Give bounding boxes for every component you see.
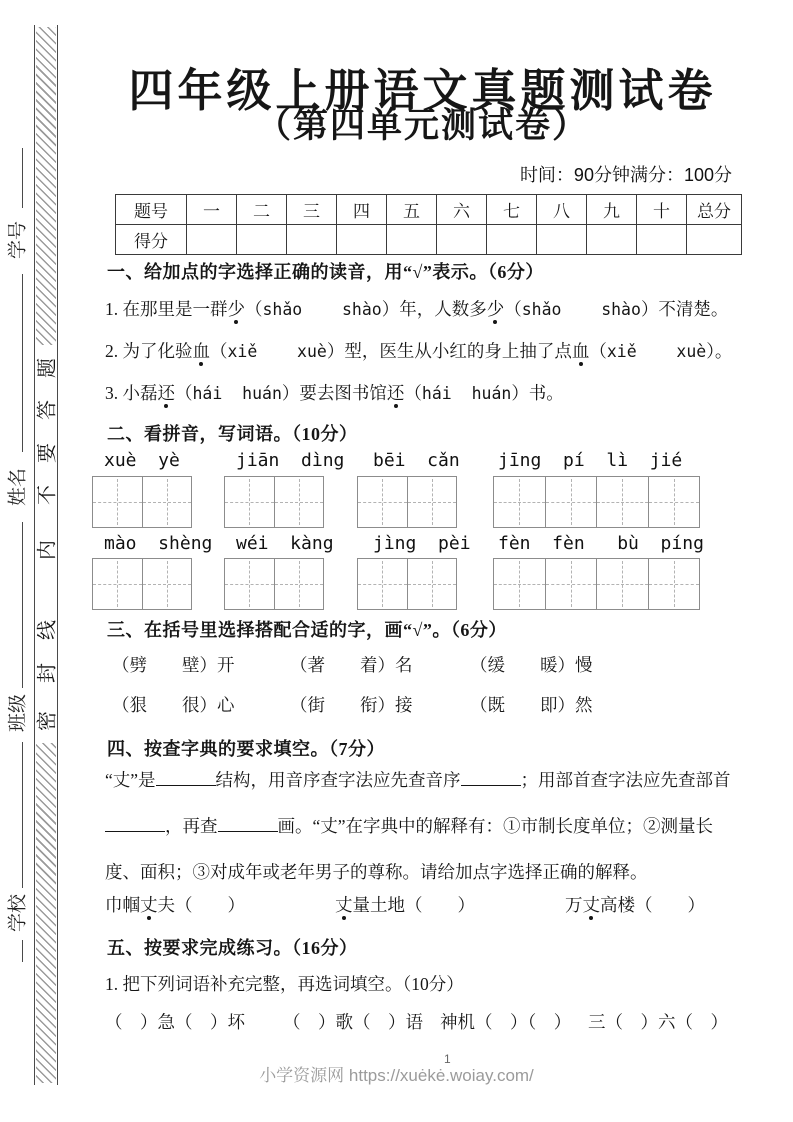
section5-heading: 五、按要求完成练习。（16分） — [107, 938, 358, 958]
sidebar-blank-line — [22, 148, 23, 208]
writing-grid — [224, 476, 324, 528]
seal-char: 要 — [36, 443, 59, 463]
char-choice-row-2 — [112, 692, 593, 717]
text-run: （ — [589, 341, 607, 361]
text-run: 结构，用音序查字法应先查音序 — [215, 770, 461, 790]
grid-cell — [143, 559, 192, 609]
score-cell-empty — [237, 225, 287, 255]
writing-grid — [92, 476, 192, 528]
word-completion-item: 三（ ）六（ ） — [588, 1012, 728, 1032]
score-cell-empty — [487, 225, 537, 255]
text-run: 2. 为了化验 — [105, 341, 193, 361]
text-run: （ — [175, 383, 193, 403]
score-cell-empty — [187, 225, 237, 255]
grid-cell — [408, 477, 457, 527]
text-run: ）要去图书馆 — [281, 383, 387, 403]
grid-cell — [597, 477, 649, 527]
text-run: 夫（ ） — [157, 895, 245, 915]
section1-item-2 — [105, 338, 732, 363]
char-choice-item: （狠 很）心 — [112, 695, 235, 715]
pinyin-label: jiān dìng — [236, 450, 345, 471]
grid-cell — [275, 477, 324, 527]
text-run: （ — [245, 299, 263, 319]
sidebar-label: 学校 — [7, 893, 29, 933]
score-cell-empty — [337, 225, 387, 255]
fill-blank — [461, 768, 521, 787]
score-cell-empty — [587, 225, 637, 255]
grid-cell — [358, 559, 408, 609]
char-choice-row-1 — [112, 652, 593, 677]
writing-grid — [224, 558, 324, 610]
pinyin-option: xiě xuè — [606, 342, 707, 361]
seal-char: 内 — [36, 540, 59, 560]
score-cell-empty — [287, 225, 337, 255]
definition-choice-item — [105, 892, 335, 917]
seal-char: 线 — [36, 620, 59, 640]
score-table-header-row — [116, 195, 742, 225]
text-run: ）。 — [706, 341, 733, 361]
exam-meta: 时间：90分钟满分：100分 — [519, 165, 732, 185]
text-run: ）年，人数多 — [381, 299, 487, 319]
score-cell-empty — [437, 225, 487, 255]
sidebar-label: 班级 — [7, 693, 29, 733]
sidebar-label: 姓名 — [7, 467, 29, 507]
text-run: ）书。 — [511, 383, 564, 403]
text-run: ；用部首查字法应先查部首 — [520, 770, 731, 790]
char-choice-item: （街 衔）接 — [290, 695, 413, 715]
seal-hatch-bottom — [36, 743, 56, 1083]
grid-cell — [546, 477, 598, 527]
text-run: “丈”是 — [105, 770, 156, 790]
writing-grid — [493, 558, 700, 610]
sidebar-blank-line — [22, 940, 23, 962]
fill-blank — [218, 814, 278, 833]
text-run: 3. 小磊 — [105, 383, 158, 403]
definition-choice-item — [335, 892, 565, 917]
writing-grid — [357, 558, 457, 610]
score-row-label: 得分 — [116, 225, 187, 255]
section1-item-3 — [105, 380, 564, 405]
dotted-char: 少 — [486, 299, 505, 319]
word-completion-item: （ ）歌（ ）语 — [283, 1012, 423, 1032]
word-completion-item: （ ）急（ ）坏 — [105, 1012, 245, 1032]
writing-grid — [92, 558, 192, 610]
grid-cell — [225, 559, 275, 609]
score-cell-empty — [687, 225, 742, 255]
pinyin-label: jìng pèi — [373, 533, 471, 554]
fill-blank — [156, 768, 216, 787]
pinyin-label: wéi kàng — [236, 533, 334, 554]
dotted-char: 丈 — [582, 895, 600, 915]
text-run: ）型，医生从小红的身上抽了点 — [326, 341, 572, 361]
score-col-header: 二 — [237, 195, 287, 225]
sidebar-blank-line — [22, 274, 23, 452]
dotted-char: 血 — [571, 341, 590, 361]
text-run: 量土地（ ） — [352, 895, 475, 915]
score-cell-empty — [537, 225, 587, 255]
text-run: （ — [210, 341, 228, 361]
definition-choice-item — [565, 892, 705, 917]
score-col-header: 一 — [187, 195, 237, 225]
section4-heading: 四、按查字典的要求填空。（7分） — [107, 739, 385, 759]
pinyin-option: shǎo shào — [262, 300, 382, 319]
dotted-char: 还 — [157, 383, 175, 403]
page-title: 四年级上册语文真题测试卷 — [128, 65, 717, 117]
grid-cell — [225, 477, 275, 527]
section3-heading: 三、在括号里选择搭配合适的字，画“√”。（6分） — [107, 620, 507, 640]
word-completion-row — [105, 1009, 728, 1034]
dotted-char: 丈 — [335, 895, 353, 915]
dotted-char: 丈 — [140, 895, 158, 915]
pinyin-label: xuè yè — [104, 450, 180, 471]
score-col-header: 九 — [587, 195, 637, 225]
grid-cell — [408, 559, 457, 609]
text-run: 1. 在那里是一群 — [105, 299, 228, 319]
writing-grid-row-2 — [92, 558, 700, 610]
grid-cell — [275, 559, 324, 609]
sidebar-blank-line — [22, 742, 23, 888]
grid-cell — [494, 559, 546, 609]
score-col-header: 十 — [637, 195, 687, 225]
char-choice-item: （著 着）名 — [290, 655, 413, 675]
section1-heading: 一、给加点的字选择正确的读音，用“√”表示。（6分） — [107, 262, 544, 282]
seal-char: 答 — [36, 400, 59, 420]
grid-cell — [93, 559, 143, 609]
pinyin-option: hái huán — [192, 384, 282, 403]
pinyin-label: mào shèng — [104, 533, 213, 554]
char-choice-item: （既 即）然 — [470, 695, 593, 715]
seal-char: 密 — [36, 711, 59, 731]
pinyin-row-2 — [92, 533, 704, 554]
pinyin-label: fèn fèn bù píng — [498, 533, 704, 554]
seal-char: 封 — [36, 663, 59, 683]
score-col-header: 六 — [437, 195, 487, 225]
dotted-char: 少 — [227, 299, 245, 319]
writing-grid — [493, 476, 700, 528]
pinyin-label: bēi cǎn — [373, 450, 460, 471]
grid-cell — [649, 559, 700, 609]
grid-cell — [597, 559, 649, 609]
seal-char: 题 — [36, 358, 59, 378]
score-col-header: 四 — [337, 195, 387, 225]
text-run: 高楼（ ） — [600, 895, 705, 915]
pinyin-option: xiě xuè — [227, 342, 327, 361]
score-col-header: 八 — [537, 195, 587, 225]
text-run: 万 — [565, 895, 583, 915]
grid-cell — [358, 477, 408, 527]
char-choice-item: （缓 暖）慢 — [470, 655, 593, 675]
pinyin-row-1 — [92, 450, 700, 471]
grid-cell — [143, 477, 192, 527]
footer-source: 小学资源网 https://xuėkė.woiay.com/ — [259, 1066, 534, 1085]
definition-choice-row — [105, 892, 705, 917]
seal-hatch-top — [36, 27, 56, 345]
writing-grid — [357, 476, 457, 528]
dotted-char: 还 — [386, 383, 405, 403]
pinyin-label: jīng pí lì jié — [498, 450, 683, 471]
text-run: （ — [404, 383, 422, 403]
page-subtitle: （第四单元测试卷） — [255, 106, 589, 145]
score-col-header: 三 — [287, 195, 337, 225]
score-cell-empty — [637, 225, 687, 255]
text-run: （ — [504, 299, 522, 319]
score-cell-empty — [387, 225, 437, 255]
section5-item-1: 1. 把下列词语补充完整，再选词填空。（10分） — [105, 974, 464, 994]
score-col-header: 总分 — [687, 195, 742, 225]
section2-heading: 二、看拼音，写词语。（10分） — [107, 424, 358, 444]
grid-cell — [494, 477, 546, 527]
page-number: 1 — [444, 1052, 451, 1066]
text-run: 画。“丈”在字典中的解释有：①市制长度单位；②测量长度、面积；③对成年或老年男子的尊称。请给加点字选择正确的解释。 — [105, 816, 714, 882]
score-table-corner: 题号 — [116, 195, 187, 225]
score-table-value-row — [116, 225, 742, 255]
score-col-header: 七 — [487, 195, 537, 225]
dotted-char: 血 — [192, 341, 210, 361]
grid-cell — [93, 477, 143, 527]
word-completion-item: 神机（ ）（ ） — [440, 1012, 572, 1032]
seal-char: 不 — [36, 485, 59, 505]
pinyin-option: hái huán — [421, 384, 512, 403]
text-run: ）不清楚。 — [640, 299, 729, 319]
section1-item-1 — [105, 296, 728, 321]
text-run: ，再查 — [165, 816, 218, 836]
pinyin-option: shǎo shào — [521, 300, 641, 319]
dictionary-paragraph — [105, 757, 747, 895]
score-table — [115, 194, 742, 255]
sidebar-label: 学号 — [7, 220, 29, 260]
score-col-header: 五 — [387, 195, 437, 225]
writing-grid-row-1 — [92, 476, 700, 528]
grid-cell — [546, 559, 598, 609]
grid-cell — [649, 477, 700, 527]
sidebar-blank-line — [22, 522, 23, 688]
fill-blank — [105, 814, 165, 833]
char-choice-item: （劈 壁）开 — [112, 655, 235, 675]
text-run: 巾帼 — [105, 895, 140, 915]
